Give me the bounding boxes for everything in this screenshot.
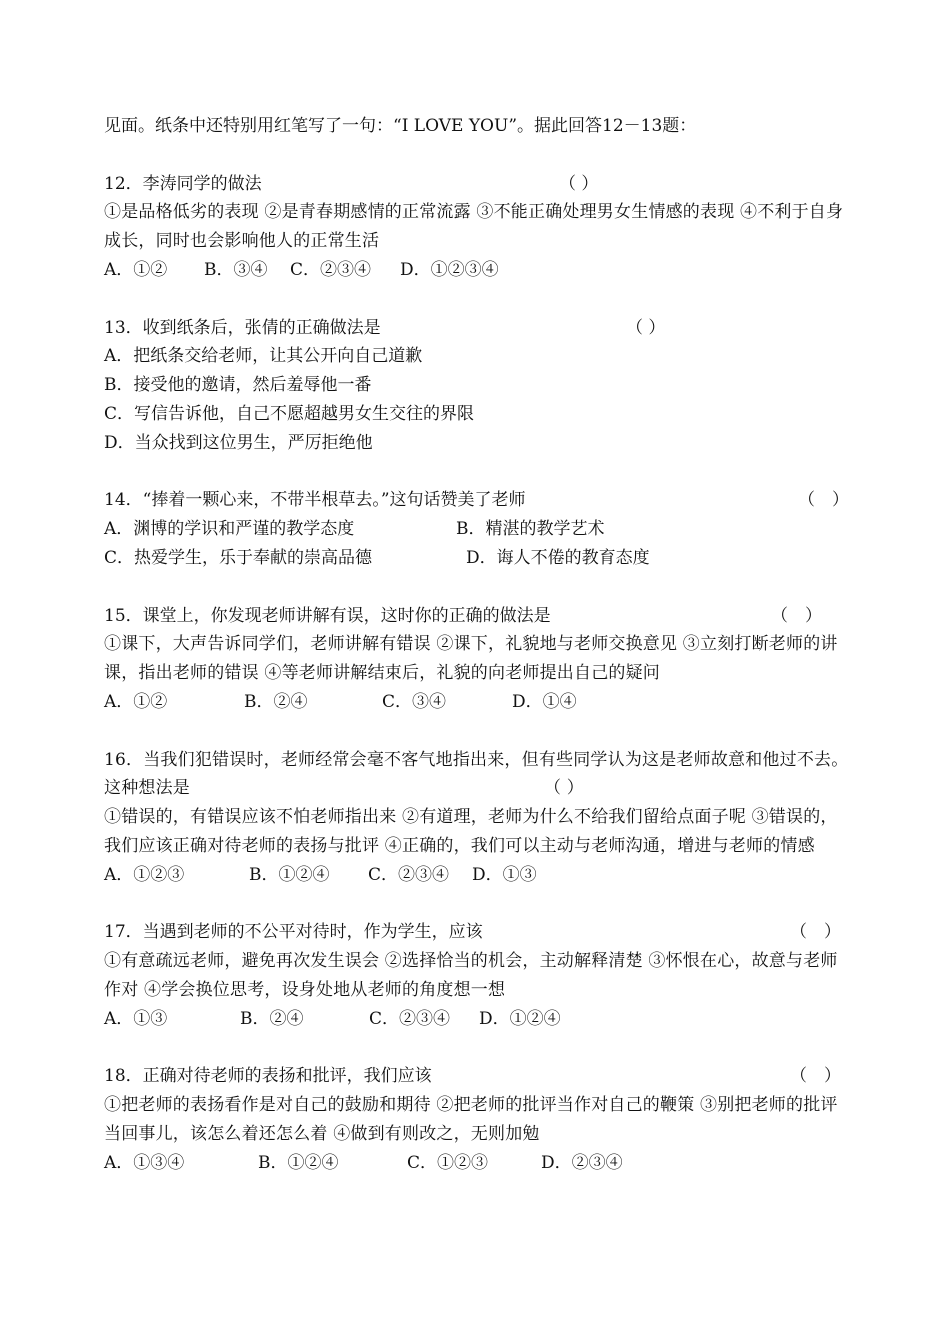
option-d: D．当众找到这位男生，严厉拒绝他 <box>104 432 373 453</box>
intro-text: 见面。纸条中还特别用红笔写了一句：“I LOVE YOU”。据此回答12－13题： <box>104 116 697 136</box>
option-a: A．把纸条交给老师，让其公开向自己道歉 <box>104 346 423 367</box>
option-c: C．②③④ <box>368 864 450 885</box>
option-d: D．②③④ <box>541 1152 623 1173</box>
option-b: B．接受他的邀请，然后羞辱他一番 <box>104 375 372 396</box>
answer-bracket: （ ） <box>544 778 585 799</box>
question-body: ①把老师的表扬看作是对自己的鼓励和期待 ②把老师的批评当作对自己的鞭策 ③别把老师的批评当回事儿，该怎么着还怎么着 ④做到有则改之，无则加勉 <box>104 1095 838 1144</box>
spacer <box>104 141 850 170</box>
question-15 <box>104 602 850 717</box>
option-b: B．③④ <box>204 259 268 280</box>
question-18 <box>104 1062 850 1177</box>
question-stem: 16．当我们犯错误时，老师经常会毫不客气地指出来，但有些同学认为这是老师故意和他过不去。这种想法是 <box>104 749 849 799</box>
question-body: ①课下，大声告诉同学们，老师讲解有错误 ②课下，礼貌地与老师交换意见 ③立刻打断老师的讲课，指出老师的错误 ④等老师讲解结束后，礼貌的向老师提出自己的疑问 <box>104 634 838 684</box>
answer-bracket: （ ） <box>771 605 822 626</box>
question-body: ①错误的，有错误应该不怕老师指出来 ②有道理，老师为什么不给我们留给点面子呢 ③错误的，我们应该正确对待老师的表扬与批评 ④正确的，我们可以主动与老师沟通，增进与老师的情感 <box>104 807 838 856</box>
question-16 <box>104 746 850 890</box>
options-row <box>104 1005 850 1034</box>
spacer <box>104 285 850 314</box>
option-a: A．①③ <box>104 1008 168 1029</box>
option-a: A．①② <box>104 259 168 280</box>
question-stem: 17．当遇到老师的不公平对待时，作为学生，应该 <box>104 922 483 943</box>
options-row <box>104 544 850 573</box>
spacer <box>104 573 850 602</box>
question-13 <box>104 314 850 458</box>
option-d: D．①②③④ <box>400 259 499 280</box>
exam-page <box>104 112 850 1177</box>
option-d: D．①②④ <box>479 1008 561 1029</box>
answer-bracket: （ ） <box>626 317 666 338</box>
option-d: D．①③ <box>472 864 537 885</box>
option-b: B．②④ <box>240 1008 304 1029</box>
option-a: A．①③④ <box>104 1152 185 1173</box>
option-a: A．渊博的学识和严谨的教学态度 <box>104 519 355 540</box>
options-row <box>104 688 850 717</box>
option-a: A．①② <box>104 691 168 712</box>
option-d: D．诲人不倦的教育态度 <box>466 547 650 568</box>
option-b: B．①②④ <box>258 1152 339 1173</box>
question-17 <box>104 918 850 1033</box>
question-12 <box>104 170 850 285</box>
option-c: C．①②③ <box>407 1152 489 1173</box>
question-stem: 18．正确对待老师的表扬和批评，我们应该 <box>104 1066 432 1087</box>
spacer <box>104 890 850 919</box>
option-c: C．②③④ <box>369 1008 451 1029</box>
option-c: C．②③④ <box>290 259 372 280</box>
options-row <box>104 861 850 890</box>
option-b: B．精湛的教学艺术 <box>456 519 605 540</box>
answer-bracket: （ ） <box>798 490 849 511</box>
options-row <box>104 1149 850 1178</box>
question-stem: 12．李涛同学的做法 <box>104 173 262 194</box>
spacer <box>104 717 850 746</box>
option-c: C．③④ <box>382 691 447 712</box>
question-body: ①是品格低劣的表现 ②是青春期感情的正常流露 ③不能正确处理男女生情感的表现 ④不利于自身成长，同时也会影响他人的正常生活 <box>104 202 844 252</box>
option-b: B．①②④ <box>249 864 330 885</box>
options-row <box>104 256 850 285</box>
spacer <box>104 458 850 487</box>
option-c: C．热爱学生，乐于奉献的崇高品德 <box>104 547 373 568</box>
option-c: C．写信告诉他，自己不愿超越男女生交往的界限 <box>104 403 475 424</box>
question-stem: 14．“捧着一颗心来，不带半根草去。”这句话赞美了老师 <box>104 490 526 511</box>
options-row <box>104 515 850 544</box>
question-14 <box>104 486 850 572</box>
question-stem: 15．课堂上，你发现老师讲解有误，这时你的正确的做法是 <box>104 605 551 626</box>
option-d: D．①④ <box>512 691 577 712</box>
option-a: A．①②③ <box>104 864 185 885</box>
spacer <box>104 1034 850 1063</box>
answer-bracket: （ ） <box>790 922 841 943</box>
answer-bracket: （ ） <box>559 173 599 194</box>
option-b: B．②④ <box>244 691 308 712</box>
question-stem: 13．收到纸条后，张倩的正确做法是 <box>104 317 381 338</box>
answer-bracket: （ ） <box>790 1066 841 1087</box>
question-body: ①有意疏远老师，避免再次发生误会 ②选择恰当的机会，主动解释清楚 ③怀恨在心，故意与老师作对 ④学会换位思考，设身处地从老师的角度想一想 <box>104 951 838 1000</box>
